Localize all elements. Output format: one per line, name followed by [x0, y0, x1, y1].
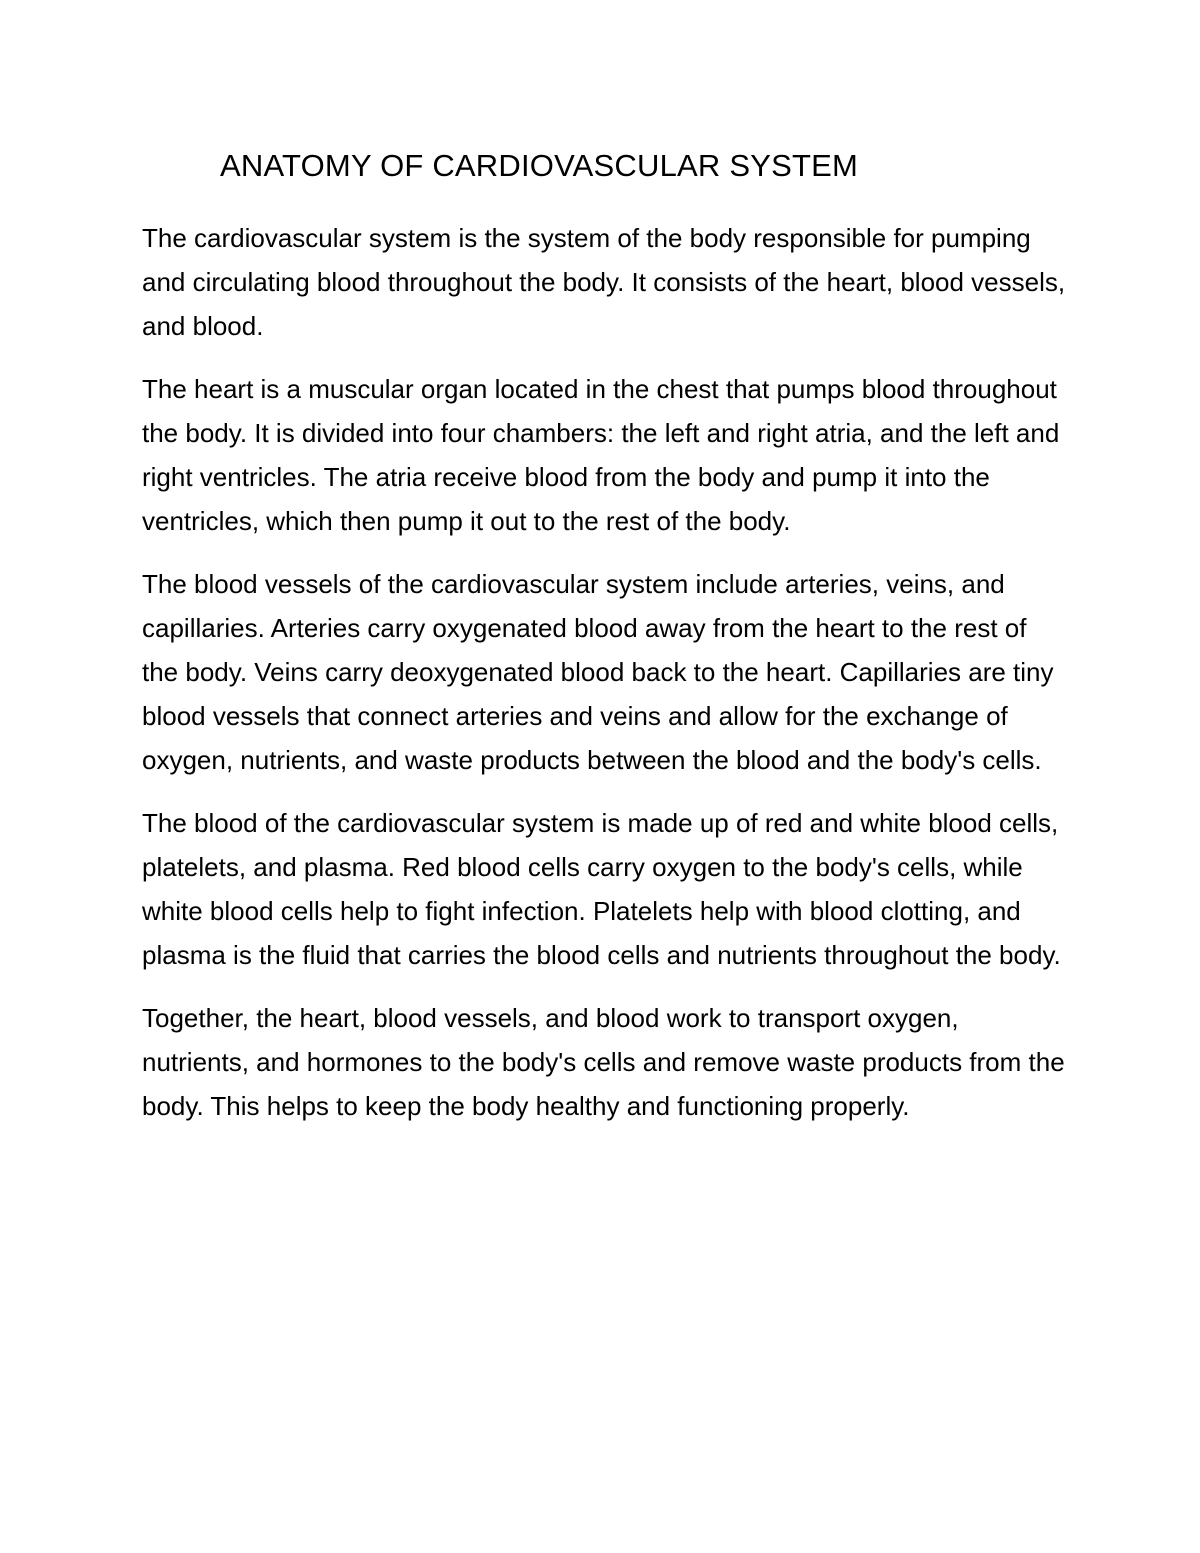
paragraph-blood: The blood of the cardiovascular system is made up of red and white blood cells, platelets, and plasma. Red blood cells carry oxygen to the body's cells, while white blood cells help to fight infection. Platelets help with blood clotting, and plasma is the fluid that carries the blood cells and nutrients throughout the body.	[142, 808, 1061, 970]
paragraph-intro: The cardiovascular system is the system of the body responsible for pumping and circulating blood throughout the body. It consists of the heart, blood vessels, and blood.	[142, 223, 1066, 341]
document-title: ANATOMY OF CARDIOVASCULAR SYSTEM	[220, 148, 858, 183]
paragraph-blood-vessels: The blood vessels of the cardiovascular system include arteries, veins, and capillaries. Arteries carry oxygenated blood away from the heart to the rest of the body. Veins carry deoxygenated blood back to the heart. Capillaries are tiny blood vessels that connect arteries and veins and allow for the exchange of oxygen, nutrients, and waste products between the blood and the body's cells.	[142, 569, 1054, 775]
paragraph-heart: The heart is a muscular organ located in the chest that pumps blood throughout the body. It is divided into four chambers: the left and right atria, and the left and right ventricles. The atria receive blood from the body and pump it into the ventricles, which then pump it out to the rest of the body.	[142, 374, 1060, 536]
document-body	[142, 216, 1067, 1147]
paragraph-summary: Together, the heart, blood vessels, and blood work to transport oxygen, nutrients, and hormones to the body's cells and remove waste products from the body. This helps to keep the body healthy and functioning properly.	[142, 1003, 1065, 1121]
